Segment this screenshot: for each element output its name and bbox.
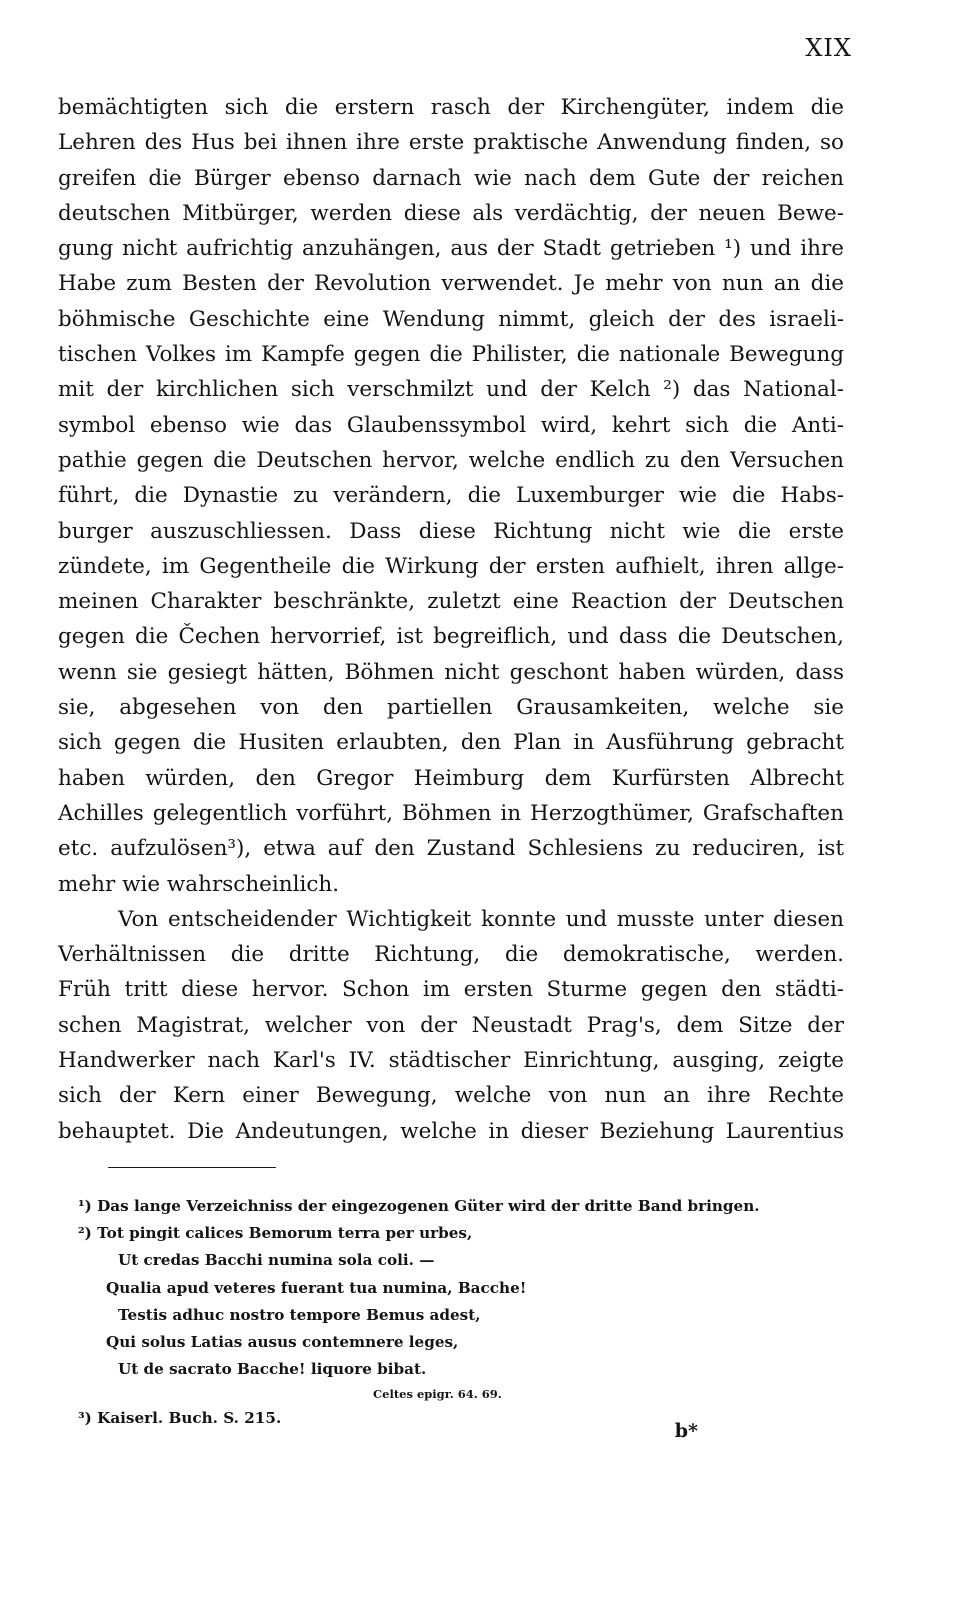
text-line: Achilles gelegentlich vorführt, Böhmen in Herzogthümer, Grafschaften: [58, 800, 844, 826]
text-line: symbol ebenso wie das Glaubenssymbol wird, kehrt sich die Anti-: [58, 412, 844, 438]
text-line: Handwerker nach Karl's IV. städtischer Einrichtung, ausging, zeigte: [58, 1048, 844, 1074]
text-line: sie, abgesehen von den partiellen Grausamkeiten, welche sie: [58, 695, 844, 721]
text-line: greifen die Bürger ebenso darnach wie nach dem Gute der reichen: [58, 165, 844, 191]
text-line: pathie gegen die Deutschen hervor, welche endlich zu den Versuchen: [58, 447, 844, 473]
footnote-2-source: Celtes epigr. 64. 69.: [373, 1387, 502, 1402]
text-line: burger auszuschliessen. Dass diese Richtung nicht wie die erste: [58, 518, 844, 544]
text-line: deutschen Mitbürger, werden diese als verdächtig, der neuen Bewe-: [58, 200, 844, 226]
text-line: Verhältnissen die dritte Richtung, die demokratische, werden.: [58, 942, 844, 968]
text-line: führt, die Dynastie zu verändern, die Luxemburger wie die Habs-: [58, 483, 844, 509]
footnote-2: ²) Tot pingit calices Bemorum terra per urbes,: [78, 1224, 473, 1243]
text-line: haben würden, den Gregor Heimburg dem Kurfürsten Albrecht: [58, 765, 844, 791]
text-line: zündete, im Gegentheile die Wirkung der ersten aufhielt, ihren allge-: [58, 553, 844, 579]
text-line: Früh tritt diese hervor. Schon im ersten Sturme gegen den städti-: [58, 977, 844, 1003]
footnote-2-verse: Ut de sacrato Bacche! liquore bibat.: [118, 1360, 427, 1379]
footnote-2-verse: Qui solus Latias ausus contemnere leges,: [106, 1332, 459, 1351]
footnote-1: ¹) Das lange Verzeichniss der eingezogenen Güter wird der dritte Band bringen.: [78, 1197, 760, 1215]
text-line: schen Magistrat, welcher von der Neustadt Prag's, dem Sitze der: [58, 1012, 844, 1038]
text-line: tischen Volkes im Kampfe gegen die Philister, die nationale Bewegung: [58, 342, 844, 368]
text-line: sich der Kern einer Bewegung, welche von nun an ihre Rechte: [58, 1083, 844, 1109]
text-line-paragraph-end: mehr wie wahrscheinlich.: [58, 871, 340, 897]
footnotes: [78, 1193, 838, 1433]
footnote-2-verse: Ut credas Bacchi numina sola coli. —: [118, 1251, 435, 1270]
text-line: mit der kirchlichen sich verschmilzt und der Kelch ²) das National-: [58, 377, 844, 403]
text-line: meinen Charakter beschränkte, zuletzt eine Reaction der Deutschen: [58, 589, 844, 615]
text-line: Lehren des Hus bei ihnen ihre erste praktische Anwendung finden, so: [58, 130, 844, 156]
text-line: wenn sie gesiegt hätten, Böhmen nicht geschont haben würden, dass: [58, 659, 844, 685]
text-line-paragraph-start: Von entscheidender Wichtigkeit konnte und musste unter diesen: [118, 906, 844, 932]
text-line: bemächtigten sich die erstern rasch der Kirchengüter, indem die: [58, 95, 844, 120]
footnote-2-verse: Testis adhuc nostro tempore Bemus adest,: [118, 1305, 481, 1324]
text-line: gegen die Čechen hervorrief, ist begreiflich, und dass die Deutschen,: [58, 624, 844, 650]
footnote-separator: [108, 1167, 276, 1168]
text-line: sich gegen die Husiten erlaubten, den Plan in Ausführung gebracht: [58, 730, 844, 756]
text-line: behauptet. Die Andeutungen, welche in dieser Beziehung Laurentius: [58, 1118, 844, 1144]
footnote-2-verse: Qualia apud veteres fuerant tua numina, Bacche!: [106, 1278, 527, 1297]
text-line: gung nicht aufrichtig anzuhängen, aus der Stadt getrieben ¹) und ihre: [58, 236, 844, 262]
page-number: XIX: [805, 34, 852, 62]
body-text: [58, 90, 844, 1149]
text-line: Habe zum Besten der Revolution verwendet. Je mehr von nun an die: [58, 271, 844, 297]
footnote-3: ³) Kaiserl. Buch. S. 215.: [78, 1409, 282, 1428]
text-line: etc. aufzulösen³), etwa auf den Zustand Schlesiens zu reduciren, ist: [58, 836, 844, 862]
text-line: böhmische Geschichte eine Wendung nimmt, gleich der des israeli-: [58, 306, 844, 332]
signature-mark: b*: [674, 1420, 698, 1442]
